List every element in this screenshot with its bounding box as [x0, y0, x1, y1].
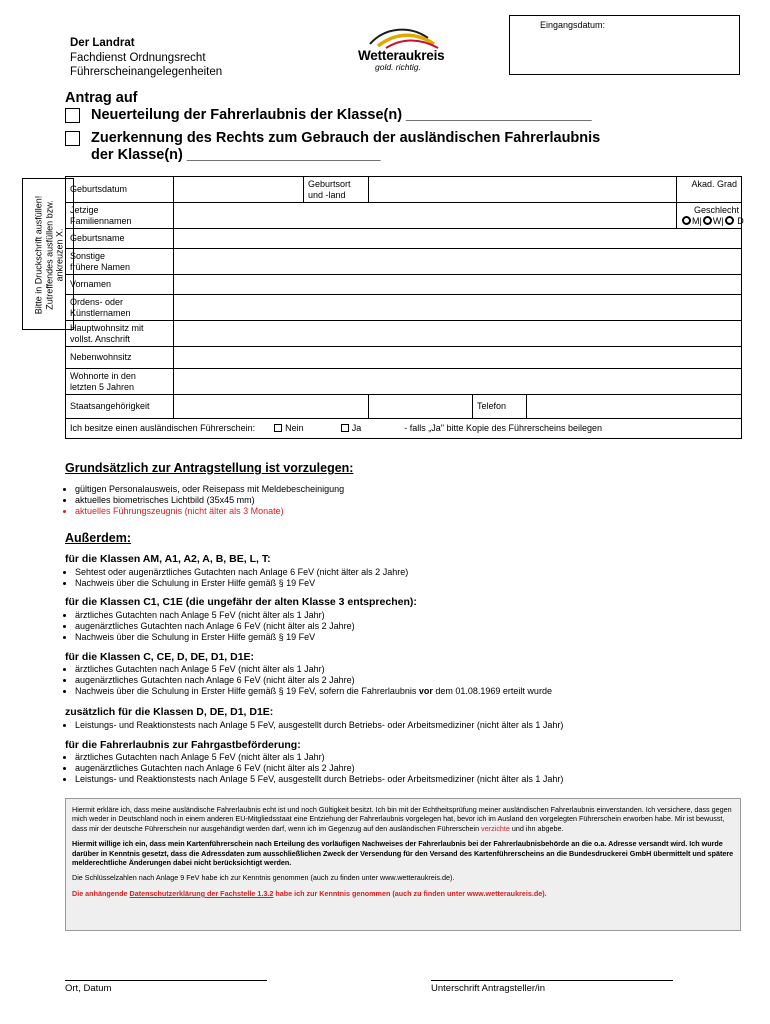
field-telefon[interactable] [527, 395, 742, 419]
option-zuerkennung-checkbox[interactable] [65, 131, 80, 146]
list-item: • Leistungs- und Reaktionstests nach Anlage 5 FeV, ausgestellt durch Betriebs- oder Arbeitsmediziner (nicht älter als 1 Jahr) [75, 720, 745, 731]
signature-label-antragsteller: Unterschrift Antragsteller/in [431, 983, 546, 994]
declaration-paragraph-2: Hiermit willige ich ein, dass mein Kartenführerschein nach Erteilung des vorläufigen Nachweises der Fahrerlaubnis bei der Fahrerlaubnisbehörde an die o.a. Adresse versandt wird. Ich wurde darüber in Kenntnis gesetzt, dass die Adressdaten zum ausschließlichen Zweck der Versendung für den Versand des Kartenführerscheins an die Bundesdruckerei GmbH übermittelt und spätere melderechtliche Änderungen dabei nicht berücksichtigt werden. [72, 839, 734, 868]
label-vornamen: Vornamen [66, 275, 174, 295]
option-zuerkennung-label-2: der Klasse(n) ________________________ [91, 147, 381, 163]
list-item: • Sehtest oder augenärztliches Gutachten nach Anlage 6 FeV (nicht älter als 2 Jahre) [75, 567, 745, 578]
field-familienname[interactable] [174, 203, 677, 229]
group-list-d [65, 720, 745, 731]
list-item-text: dem 01.08.1969 erteilt wurde [432, 685, 552, 696]
list-item: • augenärztliches Gutachten nach Anlage 6 FeV (nicht älter als 2 Jahre) [75, 675, 745, 686]
declaration-text: Die anhängende [72, 888, 130, 898]
list-item: • aktuelles biometrisches Lichtbild (35x45 mm) [75, 495, 745, 506]
eingangsdatum-box[interactable] [509, 15, 740, 75]
label-geburtsort-1: Geburtsort [308, 179, 351, 189]
label-wohnorte-2: letzten 5 Jahren [70, 381, 135, 392]
label-sonstige-2: frühere Namen [70, 261, 131, 272]
logo-slogan: gold. richtig. [375, 62, 421, 72]
list-item: • aktuelles Führungszeugnis (nicht älter als 3 Monate) [75, 506, 745, 517]
foreign-license-question: Ich besitze einen ausländischen Führerschein: [70, 423, 256, 434]
label-hauptwohnsitz-1: Hauptwohnsitz mit [70, 323, 144, 333]
geschlecht-m-radio[interactable] [682, 216, 691, 225]
field-akad-grad[interactable] [677, 177, 742, 203]
label-sonstige-namen [66, 249, 174, 275]
group-title-d: zusätzlich für die Klassen D, DE, D1, D1E: [65, 706, 274, 718]
field-hauptwohnsitz[interactable] [174, 321, 742, 347]
grundsaetzlich-list [65, 484, 745, 516]
list-item: • ärztliches Gutachten nach Anlage 5 FeV (nicht älter als 1 Jahr) [75, 664, 745, 675]
side-note-line-2: Zutreffendes ausfüllen bzw. [43, 200, 54, 310]
declaration-highlight: verzichte [481, 823, 510, 833]
eingangsdatum-label: Eingangsdatum: [540, 20, 606, 30]
field-geschlecht: Geschlecht M| W| D [677, 203, 742, 229]
list-item: • Nachweis über die Schulung in Erster Hilfe gemäß § 19 FeV [75, 632, 745, 643]
declaration-text: Hiermit erkläre ich, dass meine ausländische Fahrerlaubnis echt ist und noch Gültigkeit besitzt. Ich bin mit der Echtheitsprüfung meiner ausländischen Fahrerlaubnis einverstanden. Ich versichere, dass gegen mich weder in Deutschland noch in einem anderen EU-Mitgliedsstaat eine Entziehung der Fahrerlaubnis vorgelegen hat, bevor ich im Ausland den vorgelegten Führerschein erworben habe. Mir ist bewusst, dass mir der deutsche Führerschein nur ausgehändigt werden darf, wenn ich im Gegenzug auf den ausländischen Führerschein [72, 805, 732, 833]
field-sonstige-namen[interactable] [174, 249, 742, 275]
foreign-license-row [66, 419, 742, 439]
office-line-1: Der Landrat [70, 37, 135, 49]
office-line-2: Fachdienst Ordnungsrecht [70, 51, 206, 64]
geschlecht-w-label: W [712, 215, 722, 226]
label-familienname [66, 203, 174, 229]
list-item-emphasis: vor [418, 685, 433, 696]
label-ordensname [66, 295, 174, 321]
label-sonstige-1: Sonstige [70, 251, 106, 261]
office-line-3: Führerscheinangelegenheiten [70, 66, 223, 78]
label-ordens-2: Künstlernamen [70, 307, 131, 318]
geschlecht-d-label: D [737, 215, 744, 226]
option-neuerteilung-label: Neuerteilung der Fahrerlaubnis der Klasse(n) _______________________ [91, 107, 592, 123]
list-item: • augenärztliches Gutachten nach Anlage 6 FeV (nicht älter als 2 Jahre) [75, 763, 745, 774]
office-address [70, 36, 222, 80]
list-item: • Leistungs- und Reaktionstests nach Anlage 5 FeV, ausgestellt durch Betriebs- oder Arbeitsmediziner (nicht älter als 1 Jahr) [75, 774, 745, 785]
declaration-box [65, 798, 741, 931]
option-zuerkennung-label-1: Zuerkennung des Rechts zum Gebrauch der ausländischen Fahrerlaubnis [91, 130, 601, 146]
declaration-paragraph-3: Die Schlüsselzahlen nach Anlage 9 FeV habe ich zur Kenntnis genommen (auch zu finden unter www.wetteraukreis.de). [72, 873, 455, 883]
label-akad-grad: Akad. Grad [691, 179, 737, 189]
label-geburtsort-2: und -land [308, 189, 346, 200]
field-wohnorte[interactable] [174, 369, 742, 395]
list-item: • ärztliches Gutachten nach Anlage 5 FeV (nicht älter als 1 Jahr) [75, 610, 745, 621]
geschlecht-m-label: M [692, 215, 700, 226]
group-list-fahrgast [65, 752, 745, 784]
label-geschlecht: Geschlecht [693, 205, 739, 215]
label-wohnorte-1: Wohnorte in den [70, 371, 136, 381]
grundsaetzlich-heading: Grundsätzlich zur Antragstellung ist vorzulegen: [65, 461, 354, 475]
foreign-license-nein-label: Nein [285, 423, 304, 434]
label-telefon: Telefon [473, 395, 527, 419]
foreign-license-ja-note: - falls „Ja" bitte Kopie des Führerscheins beilegen [404, 423, 603, 434]
list-item: • Nachweis über die Schulung in Erster Hilfe gemäß § 19 FeV [75, 578, 745, 589]
personal-data-form [65, 176, 742, 439]
group-list-ab [65, 567, 745, 589]
group-list-cd [65, 664, 745, 696]
field-nebenwohnsitz[interactable] [174, 347, 742, 369]
list-item: • gültigen Personalausweis, oder Reisepass mit Meldebescheinigung [75, 484, 745, 495]
declaration-paragraph-1 [72, 805, 734, 833]
option-neuerteilung-checkbox[interactable] [65, 108, 80, 123]
group-title-c1: für die Klassen C1, C1E (die ungefähr der alten Klasse 3 entsprechen): [65, 596, 417, 608]
label-ordens-1: Ordens- oder [70, 297, 124, 307]
side-note-line-3: ankreuzen X. [54, 228, 65, 282]
label-geburtsort [304, 177, 369, 203]
label-familienname-2: Familiennamen [70, 215, 132, 226]
side-note-line-1: Bitte in Druckschrift ausfüllen! [33, 195, 44, 315]
field-vornamen[interactable] [174, 275, 742, 295]
label-geburtsdatum: Geburtsdatum [66, 177, 174, 203]
field-geburtsort[interactable] [369, 177, 677, 203]
group-title-cd: für die Klassen C, CE, D, DE, D1, D1E: [65, 651, 255, 663]
list-item [75, 686, 745, 697]
field-geburtsname[interactable] [174, 229, 742, 249]
datenschutz-link[interactable]: Datenschutzerklärung der Fachstelle 1.3.2 [129, 888, 274, 898]
list-item-text: Nachweis über die Schulung in Erster Hilfe gemäß § 19 FeV, sofern die Fahrerlaubnis [75, 685, 419, 696]
field-geburtsdatum[interactable] [174, 177, 304, 203]
list-item: • ärztliches Gutachten nach Anlage 5 FeV (nicht älter als 1 Jahr) [75, 752, 745, 763]
field-ordensname[interactable] [174, 295, 742, 321]
label-familienname-1: Jetzige [70, 205, 99, 215]
signature-line-antragsteller[interactable] [431, 980, 673, 981]
geschlecht-w-radio[interactable] [703, 216, 712, 225]
declaration-paragraph-4 [72, 889, 734, 898]
label-nebenwohnsitz: Nebenwohnsitz [66, 347, 174, 369]
declaration-text: und ihn abgebe. [509, 823, 564, 833]
label-geburtsname: Geburtsname [66, 229, 174, 249]
group-title-ab: für die Klassen AM, A1, A2, A, B, BE, L, T: [65, 553, 271, 565]
group-title-fahrgast: für die Fahrerlaubnis zur Fahrgastbeförderung: [65, 739, 301, 751]
list-item: • augenärztliches Gutachten nach Anlage 6 FeV (nicht älter als 2 Jahre) [75, 621, 745, 632]
declaration-text: habe ich zur Kenntnis genommen (auch zu finden unter www.wetteraukreis.de). [273, 888, 547, 898]
foreign-license-nein-checkbox[interactable] [274, 424, 282, 432]
logo-name: Wetteraukreis [358, 48, 445, 63]
signature-label-ort-datum: Ort, Datum [65, 983, 112, 994]
foreign-license-ja-checkbox[interactable] [341, 424, 349, 432]
field-staatsangehoerigkeit[interactable] [174, 395, 369, 419]
label-hauptwohnsitz-2: vollst. Anschrift [70, 333, 131, 344]
group-list-c1 [65, 610, 745, 642]
application-heading: Antrag auf [65, 90, 138, 106]
foreign-license-ja-label: Ja [351, 423, 362, 434]
signature-line-ort-datum[interactable] [65, 980, 267, 981]
label-wohnorte [66, 369, 174, 395]
label-staatsangehoerigkeit: Staatsangehörigkeit [66, 395, 174, 419]
ausserdem-heading: Außerdem: [65, 531, 131, 545]
label-hauptwohnsitz [66, 321, 174, 347]
geschlecht-d-radio[interactable] [725, 216, 734, 225]
